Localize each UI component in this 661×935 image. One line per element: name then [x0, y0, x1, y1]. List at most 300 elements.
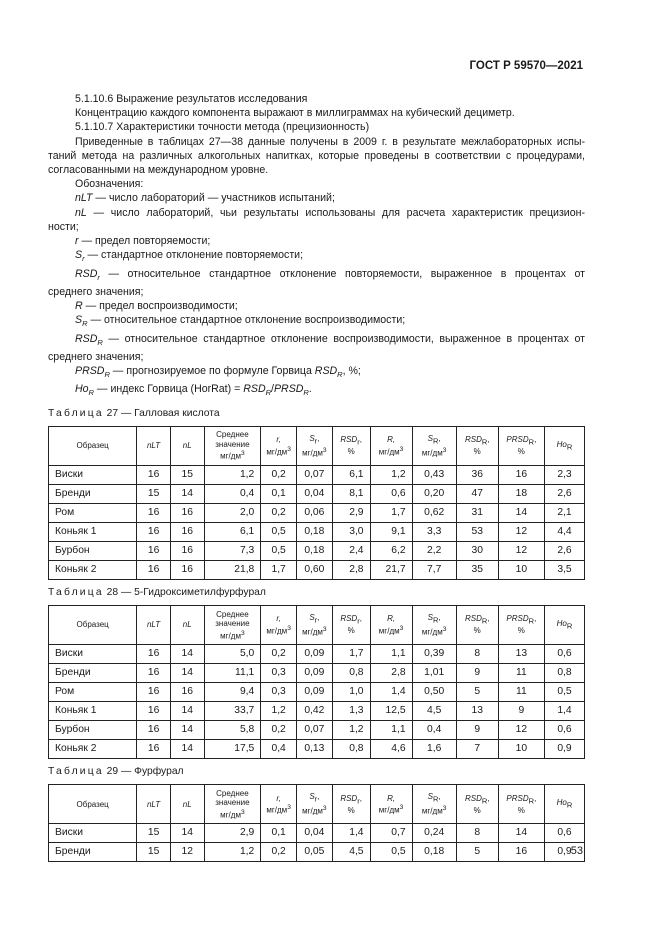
value-cell: 8,1: [332, 484, 370, 503]
header-text: Образец: [76, 620, 109, 630]
header-text: S: [309, 613, 315, 622]
value-cell: 53: [456, 522, 498, 541]
header-text: PRSD: [506, 614, 529, 624]
header-text: 3: [442, 446, 447, 454]
column-header: [49, 606, 137, 645]
value-cell: 15: [137, 484, 171, 503]
header-text: r: [357, 796, 360, 806]
value-cell: 0,5: [544, 683, 584, 702]
value-cell: 0,18: [297, 541, 333, 560]
header-text: ,: [487, 614, 490, 624]
value-cell: 2,3: [544, 465, 584, 484]
header-text: nLT: [146, 620, 161, 630]
column-header: [49, 426, 137, 465]
value-cell: 1,6: [412, 740, 456, 759]
value-cell: 14: [170, 702, 204, 721]
value-cell: 0,60: [297, 560, 333, 579]
value-cell: 13: [498, 645, 544, 664]
value-cell: 0,05: [297, 843, 333, 862]
header-text: 3: [322, 626, 327, 634]
value-cell: 2,9: [204, 824, 261, 843]
value-cell: 7,3: [204, 541, 261, 560]
value-cell: 6,1: [204, 522, 261, 541]
column-header: [370, 426, 412, 465]
value-cell: 2,6: [544, 484, 584, 503]
value-cell: 21,7: [370, 560, 412, 579]
column-header: [261, 426, 297, 465]
definition-item: [48, 191, 585, 205]
header-text: мг/дм: [302, 448, 323, 458]
header-text: мг/дм: [421, 627, 443, 637]
definition-text: — относительное стандартное отклонение повторяемости, выраженное в процентах от: [99, 267, 585, 280]
definition-item: [48, 206, 585, 220]
header-text: R: [528, 796, 535, 806]
symbol-text: nLT: [75, 192, 93, 205]
column-header: [498, 785, 544, 824]
header-text: r: [314, 794, 318, 804]
value-cell: 6,2: [370, 541, 412, 560]
header-text: S: [427, 433, 433, 443]
header-text: R: [566, 800, 573, 810]
value-cell: 0,2: [261, 843, 297, 862]
header-text: мг/дм: [302, 806, 323, 816]
header-text: значение: [215, 619, 250, 629]
value-cell: 0,62: [412, 503, 456, 522]
value-cell: 0,7: [370, 824, 412, 843]
table-title: 28 — 5-Гидроксиметилфурфурал: [103, 586, 266, 598]
header-text: ,: [487, 793, 490, 803]
designations-heading: Обозначения:: [75, 178, 144, 191]
column-header: [170, 606, 204, 645]
column-header: [412, 785, 456, 824]
value-cell: 10: [498, 740, 544, 759]
definition-continuation: среднего значения;: [48, 350, 144, 363]
value-cell: 17,5: [204, 740, 261, 759]
definition-symbol: [75, 192, 92, 204]
value-cell: 2,9: [332, 503, 370, 522]
column-header: [170, 426, 204, 465]
paragraph-concentration: Концентрацию каждого компонента выражают в миллиграммах на кубический дециметр.: [75, 107, 515, 120]
header-text: Ho: [556, 619, 567, 629]
value-cell: 1,0: [332, 683, 370, 702]
value-cell: 4,5: [332, 843, 370, 862]
column-header: [297, 606, 333, 645]
header-text: мг/дм: [421, 806, 443, 816]
header-text: nLT: [146, 441, 161, 451]
value-cell: 0,5: [370, 843, 412, 862]
value-cell: 14: [170, 740, 204, 759]
value-cell: 10: [498, 560, 544, 579]
value-cell: 3,5: [544, 560, 584, 579]
value-cell: 35: [456, 560, 498, 579]
header-text: R: [566, 442, 573, 452]
column-header: [332, 785, 370, 824]
header-text: %: [473, 805, 481, 815]
header-text: значение: [215, 798, 250, 808]
value-cell: 0,09: [297, 683, 333, 702]
value-cell: 14: [498, 503, 544, 522]
section-heading-5-1-10-7: 5.1.10.7 Характеристики точности метода (прецизионность): [75, 121, 370, 134]
definition-item: [48, 248, 585, 266]
header-text: S: [309, 792, 315, 802]
value-cell: 15: [137, 843, 171, 862]
definition-text: — относительное стандартное отклонение воспроизводимости, выраженное в процентах от: [102, 332, 585, 345]
sample-name-cell: Виски: [49, 824, 137, 843]
value-cell: 1,2: [261, 702, 297, 721]
value-cell: 14: [170, 484, 204, 503]
header-text: ,: [534, 614, 537, 624]
value-cell: 16: [137, 740, 171, 759]
definition-item: [48, 313, 585, 331]
sample-name-cell: Коньяк 1: [49, 702, 137, 721]
value-cell: 0,6: [544, 824, 584, 843]
header-text: мг/дм: [378, 626, 400, 636]
header-text: ,: [438, 792, 441, 802]
header-text: мг/дм: [220, 452, 241, 461]
value-cell: 0,9: [544, 843, 584, 862]
value-cell: 31: [456, 503, 498, 522]
table-row: [49, 664, 585, 683]
header-text: ,: [487, 435, 490, 445]
symbol-text: nL: [75, 206, 87, 219]
header-text: ,: [534, 793, 537, 803]
definition-item: [48, 332, 585, 350]
value-cell: 18: [498, 484, 544, 503]
column-header: [456, 785, 498, 824]
definition-horrat: $Ho_R$ — индекс Горвица (HorRat) = $RSD_R/PRSD_R$.: [75, 383, 312, 398]
paragraph-line: согласованными на международном уровне.: [48, 164, 269, 177]
value-cell: 0,6: [544, 721, 584, 740]
value-cell: 8: [456, 645, 498, 664]
symbol-text: RSD: [75, 332, 98, 345]
header-text: R,: [387, 435, 396, 445]
value-cell: 0,4: [261, 740, 297, 759]
sample-name-cell: Виски: [49, 465, 137, 484]
value-cell: 16: [137, 645, 171, 664]
definition-text: — предел повторяемости;: [78, 235, 211, 248]
header-text: ,: [359, 614, 362, 624]
value-cell: 2,0: [204, 503, 261, 522]
value-cell: 2,4: [332, 541, 370, 560]
value-cell: 16: [498, 843, 544, 862]
value-cell: 36: [456, 465, 498, 484]
value-cell: 0,24: [412, 824, 456, 843]
value-cell: 5,0: [204, 645, 261, 664]
definition-continuation: среднего значения;: [48, 285, 144, 298]
value-cell: 0,18: [412, 843, 456, 862]
header-text: ,: [359, 793, 362, 803]
data-table: [48, 784, 585, 862]
column-header: [498, 606, 544, 645]
table-row: [49, 465, 585, 484]
header-text: RSD: [340, 435, 358, 445]
value-cell: 0,09: [297, 645, 333, 664]
header-text: %: [473, 447, 481, 457]
header-text: мг/дм: [302, 627, 323, 637]
value-cell: 15: [170, 465, 204, 484]
column-header: [456, 426, 498, 465]
value-cell: 0,3: [261, 664, 297, 683]
table-row: [49, 484, 585, 503]
value-cell: 2,6: [544, 541, 584, 560]
header-text: R: [432, 436, 439, 446]
value-cell: 16: [170, 560, 204, 579]
data-table: [48, 426, 585, 580]
header-text: R,: [387, 614, 396, 624]
definition-symbol: [75, 300, 83, 312]
value-cell: 15: [137, 824, 171, 843]
symbol-text: S: [75, 314, 83, 327]
header-text: 3: [240, 629, 245, 637]
column-header: [261, 785, 297, 824]
column-header: [456, 606, 498, 645]
header-text: RSD: [464, 435, 482, 445]
symbol-text: RSD: [75, 267, 98, 280]
value-cell: 9,4: [204, 683, 261, 702]
header-text: R: [528, 616, 535, 626]
section-heading-5-1-10-6: 5.1.10.6 Выражение результатов исследования: [75, 93, 308, 105]
header-text: RSD: [464, 793, 482, 803]
sample-name-cell: Бренди: [49, 484, 137, 503]
table-row: [49, 824, 585, 843]
sample-name-cell: Ром: [49, 683, 137, 702]
value-cell: 1,01: [412, 664, 456, 683]
value-cell: 12: [498, 522, 544, 541]
value-cell: 2,2: [412, 541, 456, 560]
value-cell: 0,8: [544, 664, 584, 683]
column-header: [370, 785, 412, 824]
value-cell: 1,1: [370, 721, 412, 740]
paragraph-line: Приведенные в таблицах 27—38 данные получены в 2009 г. в результате межлабораторных испы-: [75, 135, 585, 148]
header-text: 3: [287, 624, 291, 632]
header-text: %: [347, 447, 355, 457]
definition-item: [48, 234, 585, 248]
table-caption: [48, 765, 585, 779]
tables-container: [48, 407, 585, 863]
value-cell: 1,7: [332, 645, 370, 664]
column-header: [137, 785, 171, 824]
column-header: [544, 606, 584, 645]
value-cell: 16: [137, 465, 171, 484]
definition-text: — число лабораторий, чьи результаты использованы для расчета характеристик прецизион-: [86, 206, 585, 219]
header-text: R: [481, 616, 488, 626]
definition-symbol: [75, 333, 103, 345]
symbol-text: r: [75, 235, 79, 248]
header-text: nLT: [146, 799, 161, 809]
value-cell: 4,6: [370, 740, 412, 759]
value-cell: 4,5: [412, 702, 456, 721]
table-prefix: Таблица: [48, 586, 104, 598]
value-cell: 16: [170, 683, 204, 702]
column-header: [137, 606, 171, 645]
table-caption: [48, 586, 585, 600]
header-text: 3: [287, 445, 291, 453]
header-text: ,: [317, 792, 320, 802]
table-row: [49, 702, 585, 721]
value-cell: 0,1: [261, 824, 297, 843]
table-row: [49, 683, 585, 702]
value-cell: 0,1: [261, 484, 297, 503]
value-cell: 11,1: [204, 664, 261, 683]
value-cell: 1,2: [332, 721, 370, 740]
column-header: [412, 606, 456, 645]
symbol-text: S: [75, 249, 83, 262]
column-header: [261, 606, 297, 645]
value-cell: 0,43: [412, 465, 456, 484]
column-header: [412, 426, 456, 465]
sample-name-cell: Бренди: [49, 843, 137, 862]
column-header: [297, 785, 333, 824]
header-text: 3: [322, 805, 327, 813]
value-cell: 0,5: [261, 541, 297, 560]
column-header: [332, 606, 370, 645]
value-cell: 0,2: [261, 465, 297, 484]
header-text: R: [432, 794, 439, 804]
value-cell: 1,7: [370, 503, 412, 522]
document-header: ГОСТ Р 59570—2021: [469, 60, 583, 72]
header-text: Образец: [76, 441, 109, 451]
value-cell: 8: [456, 824, 498, 843]
header-text: r,: [276, 614, 281, 624]
symbol-subscript: r: [82, 254, 85, 264]
value-cell: 47: [456, 484, 498, 503]
value-cell: 12: [498, 721, 544, 740]
page-content: [48, 92, 585, 862]
value-cell: 4,4: [544, 522, 584, 541]
sample-name-cell: Виски: [49, 645, 137, 664]
value-cell: 2,8: [370, 664, 412, 683]
header-text: %: [473, 626, 481, 636]
value-cell: 12: [498, 541, 544, 560]
table-header-row: [49, 606, 585, 645]
column-header: [297, 426, 333, 465]
header-text: мг/дм: [220, 631, 241, 641]
sample-name-cell: Ром: [49, 503, 137, 522]
table-row: [49, 740, 585, 759]
sample-name-cell: Коньяк 2: [49, 740, 137, 759]
value-cell: 0,9: [544, 740, 584, 759]
header-text: R: [481, 437, 488, 447]
header-text: S: [427, 613, 433, 622]
definition-prsd: $PRSD_R$ — прогнозируемое по формуле Горвица $RSD_R$, %;: [75, 365, 361, 380]
header-text: мг/дм: [266, 626, 288, 636]
definition-item: [48, 267, 585, 285]
column-header: [544, 426, 584, 465]
header-text: 3: [240, 808, 245, 816]
header-text: 3: [240, 450, 245, 458]
header-text: RSD: [340, 793, 358, 803]
table-row: [49, 843, 585, 862]
value-cell: 11: [498, 664, 544, 683]
column-header: [498, 426, 544, 465]
header-text: ,: [534, 435, 537, 445]
symbol-subscript: r: [97, 272, 100, 282]
header-text: Среднее: [216, 788, 249, 798]
definition-symbol: [75, 268, 100, 280]
table-prefix: Таблица: [48, 407, 104, 419]
column-header: [49, 785, 137, 824]
table-header-row: [49, 426, 585, 465]
header-text: RSD: [340, 614, 358, 624]
column-header: [204, 785, 261, 824]
definition-symbol: [75, 314, 88, 329]
value-cell: 16: [170, 522, 204, 541]
value-cell: 1,2: [370, 465, 412, 484]
value-cell: 0,42: [297, 702, 333, 721]
value-cell: 9: [456, 721, 498, 740]
value-cell: 5: [456, 683, 498, 702]
value-cell: 16: [137, 560, 171, 579]
header-text: %: [347, 626, 355, 636]
value-cell: 21,8: [204, 560, 261, 579]
value-cell: 0,07: [297, 465, 333, 484]
header-text: мг/дм: [378, 805, 400, 815]
sample-name-cell: Бурбон: [49, 541, 137, 560]
value-cell: 1,4: [370, 683, 412, 702]
header-text: 3: [399, 445, 404, 453]
value-cell: 1,3: [332, 702, 370, 721]
definition-continuation: ности;: [48, 220, 79, 233]
column-header: [544, 785, 584, 824]
header-text: мг/дм: [421, 448, 443, 458]
header-text: %: [517, 447, 525, 457]
value-cell: 9,1: [370, 522, 412, 541]
table-row: [49, 560, 585, 579]
value-cell: 0,13: [297, 740, 333, 759]
header-text: R: [566, 621, 573, 631]
header-text: r,: [276, 435, 281, 445]
header-text: PRSD: [506, 435, 529, 445]
value-cell: 0,2: [261, 503, 297, 522]
value-cell: 16: [137, 721, 171, 740]
header-text: PRSD: [506, 793, 529, 803]
header-text: Ho: [556, 439, 567, 449]
value-cell: 0,04: [297, 484, 333, 503]
value-cell: 0,07: [297, 721, 333, 740]
header-text: Ho: [556, 798, 567, 808]
table-row: [49, 645, 585, 664]
table-header-row: [49, 785, 585, 824]
value-cell: 12,5: [370, 702, 412, 721]
value-cell: 5: [456, 843, 498, 862]
value-cell: 1,4: [332, 824, 370, 843]
symbol-subscript: R: [82, 319, 88, 329]
value-cell: 0,8: [332, 740, 370, 759]
value-cell: 16: [137, 541, 171, 560]
value-cell: 13: [456, 702, 498, 721]
definition-symbol: [75, 249, 85, 264]
value-cell: 16: [137, 702, 171, 721]
header-text: R: [481, 796, 488, 806]
value-cell: 0,6: [370, 484, 412, 503]
column-header: [170, 785, 204, 824]
value-cell: 14: [170, 824, 204, 843]
value-cell: 33,7: [204, 702, 261, 721]
symbol-text: R: [75, 300, 83, 313]
value-cell: 9: [498, 702, 544, 721]
sample-name-cell: Бурбон: [49, 721, 137, 740]
header-text: ,: [317, 433, 320, 443]
header-text: 3: [322, 446, 327, 454]
column-header: [137, 426, 171, 465]
value-cell: 6,1: [332, 465, 370, 484]
value-cell: 0,2: [261, 645, 297, 664]
value-cell: 16: [137, 683, 171, 702]
header-text: %: [517, 805, 525, 815]
value-cell: 0,5: [261, 522, 297, 541]
value-cell: 7,7: [412, 560, 456, 579]
definition-text: — относительное стандартное отклонение воспроизводимости;: [87, 314, 406, 327]
